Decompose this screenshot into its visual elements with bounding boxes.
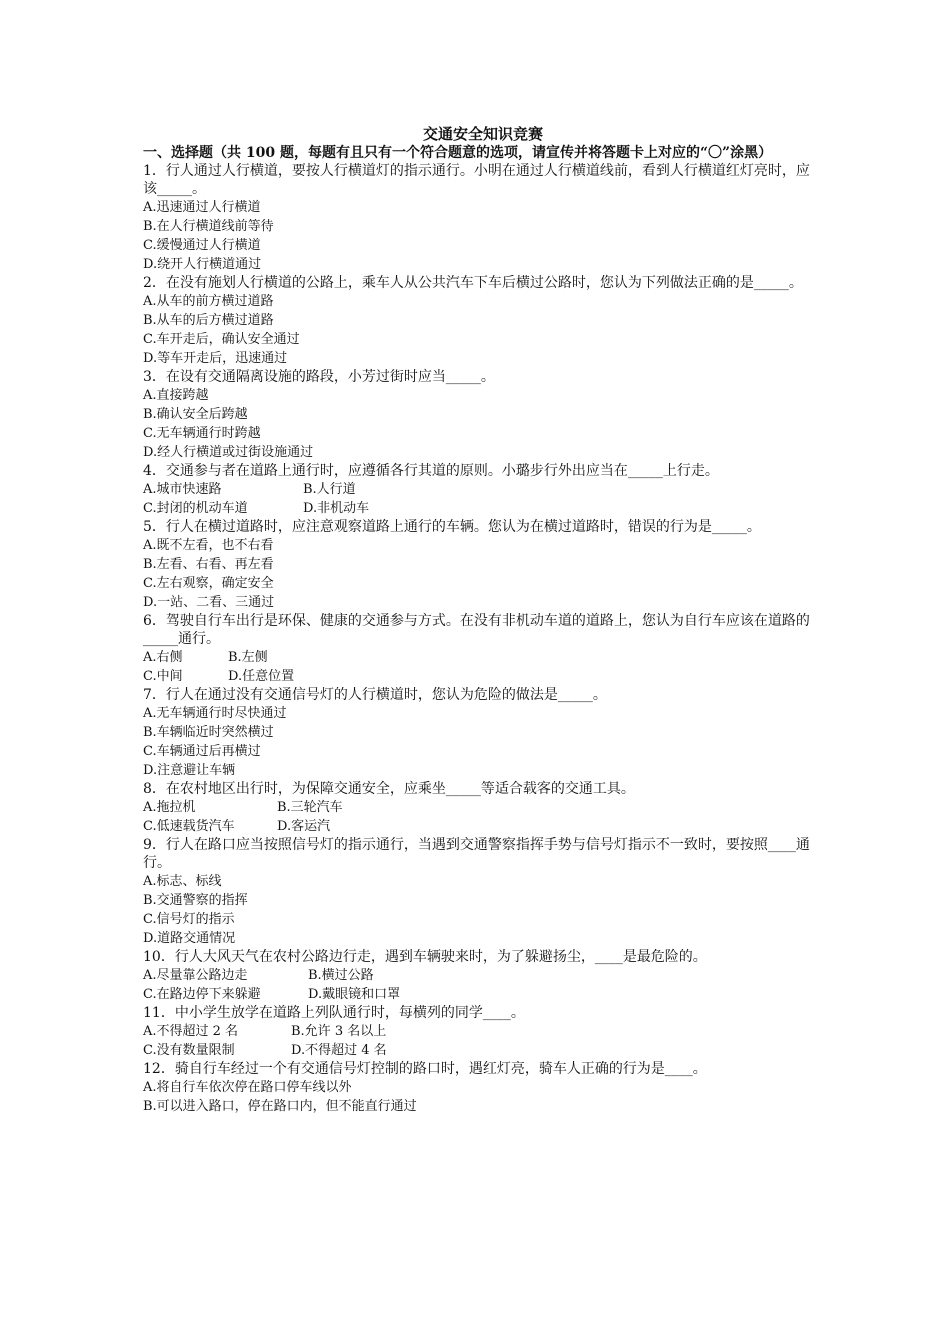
option-d: D.戴眼镜和口罩 xyxy=(308,987,401,1002)
question-6 xyxy=(143,612,823,686)
option-a: A.拖拉机 xyxy=(143,800,196,815)
question-stem: 5．行人在横过道路时，应注意观察道路上通行的车辆。您认为在横过道路时，错误的行为是_____。 xyxy=(143,519,761,535)
question-stem: 12．骑自行车经过一个有交通信号灯控制的路口时，遇红灯亮，骑车人正确的行为是____。 xyxy=(143,1061,707,1077)
question-9 xyxy=(143,836,823,948)
question-11 xyxy=(143,1004,823,1060)
document-page xyxy=(143,125,823,1116)
option-c: C.左右观察，确定安全 xyxy=(143,576,274,591)
option-d: D.一站、二看、三通过 xyxy=(143,595,275,610)
option-d: D.经人行横道或过街设施通过 xyxy=(143,445,314,460)
question-stem: 6．驾驶自行车出行是环保、健康的交通参与方式。在没有非机动车道的道路上，您认为自行车应该在道路的_____通行。 xyxy=(143,613,810,647)
option-c: C.无车辆通行时跨越 xyxy=(143,426,261,441)
question-stem: 10．行人大风天气在农村公路边行走，遇到车辆驶来时，为了躲避扬尘，____是最危险的。 xyxy=(143,949,707,965)
option-row xyxy=(143,648,823,667)
option-b: B.左侧 xyxy=(228,650,268,665)
option-row xyxy=(143,1022,823,1041)
option-c: C.在路边停下来躲避 xyxy=(143,987,261,1002)
option-a: A.迅速通过人行横道 xyxy=(143,200,261,215)
option-row xyxy=(143,499,823,518)
option-a: A.从车的前方横过道路 xyxy=(143,294,274,309)
option-b: B.三轮汽车 xyxy=(277,800,343,815)
option-b: B.左看、右看、再左看 xyxy=(143,557,274,572)
option-b: B.人行道 xyxy=(303,482,356,497)
option-a: A.城市快速路 xyxy=(143,482,222,497)
document-title: 交通安全知识竞赛 xyxy=(422,125,543,143)
question-stem: 11．中小学生放学在道路上列队通行时，每横列的同学____。 xyxy=(143,1005,525,1021)
option-a: A.右侧 xyxy=(143,650,183,665)
option-row xyxy=(143,817,823,836)
option-row xyxy=(143,798,823,817)
option-b: B.在人行横道线前等待 xyxy=(143,219,274,234)
option-c: C.车辆通过后再横过 xyxy=(143,744,261,759)
option-c: C.信号灯的指示 xyxy=(143,912,235,927)
option-b: B.车辆临近时突然横过 xyxy=(143,725,274,740)
question-stem: 8．在农村地区出行时，为保障交通安全，应乘坐_____等适合载客的交通工具。 xyxy=(143,781,635,797)
question-5 xyxy=(143,518,823,612)
option-b: B.确认安全后跨越 xyxy=(143,407,248,422)
option-row xyxy=(143,966,823,985)
option-c: C.低速载货汽车 xyxy=(143,819,235,834)
option-a: A.无车辆通行时尽快通过 xyxy=(143,706,287,721)
option-c: C.没有数量限制 xyxy=(143,1043,235,1058)
question-1 xyxy=(143,162,823,274)
question-stem: 4．交通参与者在道路上通行时，应遵循各行其道的原则。小璐步行外出应当在_____上行走。 xyxy=(143,463,719,479)
question-7 xyxy=(143,686,823,780)
question-4 xyxy=(143,462,823,518)
section-heading: 一、选择题（共 100 题，每题有且只有一个符合题意的选项，请宣传并将答题卡上对应的“〇”涂黑） xyxy=(143,145,773,161)
question-8 xyxy=(143,780,823,836)
option-row xyxy=(143,985,823,1004)
option-a: A.标志、标线 xyxy=(143,874,222,889)
option-d: D.非机动车 xyxy=(303,501,370,516)
option-d: D.等车开走后，迅速通过 xyxy=(143,351,288,366)
option-b: B.交通警察的指挥 xyxy=(143,893,248,908)
option-row xyxy=(143,667,823,686)
question-stem: 7．行人在通过没有交通信号灯的人行横道时，您认为危险的做法是_____。 xyxy=(143,687,607,703)
option-d: D.注意避让车辆 xyxy=(143,763,236,778)
option-row xyxy=(143,1041,823,1060)
option-a: A.直接跨越 xyxy=(143,388,209,403)
question-stem: 9．行人在路口应当按照信号灯的指示通行，当遇到交通警察指挥手势与信号灯指示不一致时，要按照____通行。 xyxy=(143,837,810,871)
question-stem: 3．在设有交通隔离设施的路段，小芳过街时应当_____。 xyxy=(143,369,495,385)
option-c: C.中间 xyxy=(143,669,183,684)
option-c: C.缓慢通过人行横道 xyxy=(143,238,261,253)
question-10 xyxy=(143,948,823,1004)
question-stem: 1．行人通过人行横道，要按人行横道灯的指示通行。小明在通过人行横道线前，看到人行横道红灯亮时，应该_____。 xyxy=(143,163,810,197)
option-a: A.尽量靠公路边走 xyxy=(143,968,248,983)
option-a: A.不得超过 2 名 xyxy=(143,1024,239,1039)
option-d: D.绕开人行横道通过 xyxy=(143,257,262,272)
option-c: C.车开走后，确认安全通过 xyxy=(143,332,300,347)
option-d: D.道路交通情况 xyxy=(143,931,236,946)
option-row xyxy=(143,480,823,499)
option-a: A.既不左看，也不右看 xyxy=(143,538,274,553)
option-d: D.不得超过 4 名 xyxy=(291,1043,387,1058)
option-b: B.可以进入路口，停在路口内，但不能直行通过 xyxy=(143,1099,417,1114)
question-stem: 2．在没有施划人行横道的公路上，乘车人从公共汽车下车后横过公路时，您认为下列做法正确的是_____。 xyxy=(143,275,803,291)
question-2 xyxy=(143,274,823,368)
option-d: D.任意位置 xyxy=(228,669,295,684)
option-a: A.将自行车依次停在路口停车线以外 xyxy=(143,1080,352,1095)
option-d: D.客运汽 xyxy=(277,819,331,834)
option-b: B.横过公路 xyxy=(308,968,374,983)
question-3 xyxy=(143,368,823,462)
option-b: B.从车的后方横过道路 xyxy=(143,313,274,328)
question-12 xyxy=(143,1060,823,1116)
option-b: B.允许 3 名以上 xyxy=(291,1024,387,1039)
option-c: C.封闭的机动车道 xyxy=(143,501,248,516)
